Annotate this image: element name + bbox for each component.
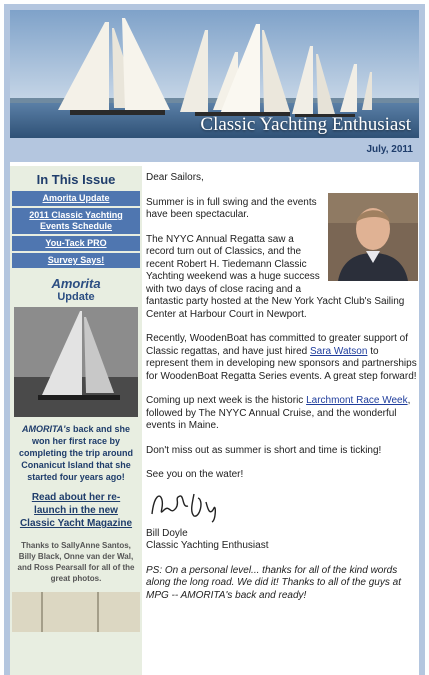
sidebar-photo-bottom: [12, 592, 140, 632]
feature-caption: [10, 417, 142, 483]
issue-date: July, 2011: [366, 144, 413, 155]
postscript: PS: On a personal level... thanks for all of the kind words along the long road. We did it! Thanks to all of the guys at MPG -- AMORITA's back and ready!: [146, 564, 401, 601]
handwritten-signature: [146, 486, 418, 524]
sidebar-link-you-tack-pro[interactable]: You-Tack PRO: [12, 236, 140, 251]
sidebar-heading: In This Issue: [10, 166, 142, 191]
relaunch-article-link[interactable]: Read about her re-launch in the new Classic Yacht Magazine: [19, 492, 133, 529]
sidebar-link-amorita-update[interactable]: Amorita Update: [12, 191, 140, 206]
sara-watson-link[interactable]: Sara Watson: [309, 345, 368, 357]
author-portrait: [328, 193, 418, 281]
newsletter-frame: [4, 4, 425, 675]
sidebar: [10, 166, 142, 675]
signer-name: Bill Doyle: [146, 527, 188, 539]
newsletter: [10, 10, 419, 675]
paragraph-see-you: See you on the water!: [146, 469, 244, 480]
greeting: Dear Sailors,: [146, 172, 204, 183]
paragraph-nyyc-regatta: The NYYC Annual Regatta saw a record turn out of Classics, and the recent Robert H. Tiedemann Classic Yachting weekend was a huge success with two days of close racing and a fantastic party hosted at the New York Yacht Club's Sailing Center at Harbour Court in Newport.: [146, 233, 405, 320]
newsletter-title: Classic Yachting Enthusiast: [200, 114, 411, 135]
issue-date-bar: [10, 138, 419, 162]
feature-caption-text: back and she won her first race by completing the trip around Conanicut Island that she started four years ago!: [19, 424, 133, 482]
race-week-text-a: Coming up next week is the historic: [146, 395, 307, 406]
amorita-sailing-photo: [14, 307, 138, 417]
sidebar-link-survey-says[interactable]: Survey Says!: [12, 253, 140, 268]
woodenboat-text-a: Recently, WoodenBoat has committed to greater support of Classic regattas, and have just hired: [146, 333, 408, 357]
letter-body: [146, 172, 418, 614]
sidebar-link-events-schedule[interactable]: 2011 Classic Yachting Events Schedule: [12, 208, 140, 234]
photo-credits: Thanks to SallyAnne Santos, Billy Black, Onne van der Wal, and Ross Pearsall for all of the great photos.: [17, 541, 135, 583]
paragraph-woodenboat: [146, 333, 418, 383]
paragraph-summer: Summer is in full swing and the events have been spectacular.: [146, 196, 317, 220]
woodenboat-text-b: to represent them in developing new sponsors and partnerships for WoodenBoat Regatta Series events. A great step forward!: [146, 345, 417, 382]
paragraph-race-week: [146, 395, 418, 433]
signer-org: Classic Yachting Enthusiast: [146, 540, 269, 551]
larchmont-race-week-link[interactable]: Larchmont Race Week: [306, 395, 408, 406]
feature-title: Amorita: [51, 276, 101, 291]
feature-subtitle: Update: [57, 291, 95, 303]
feature-amorita: [10, 272, 142, 632]
paragraph-dont-miss: Don't miss out as summer is short and time is ticking!: [146, 444, 382, 456]
banner: [10, 10, 419, 138]
race-week-text-b: , followed by The NYYC Annual Cruise, and the wonderful events in Maine.: [146, 395, 411, 431]
feature-caption-boat: AMORITA's: [21, 424, 71, 434]
